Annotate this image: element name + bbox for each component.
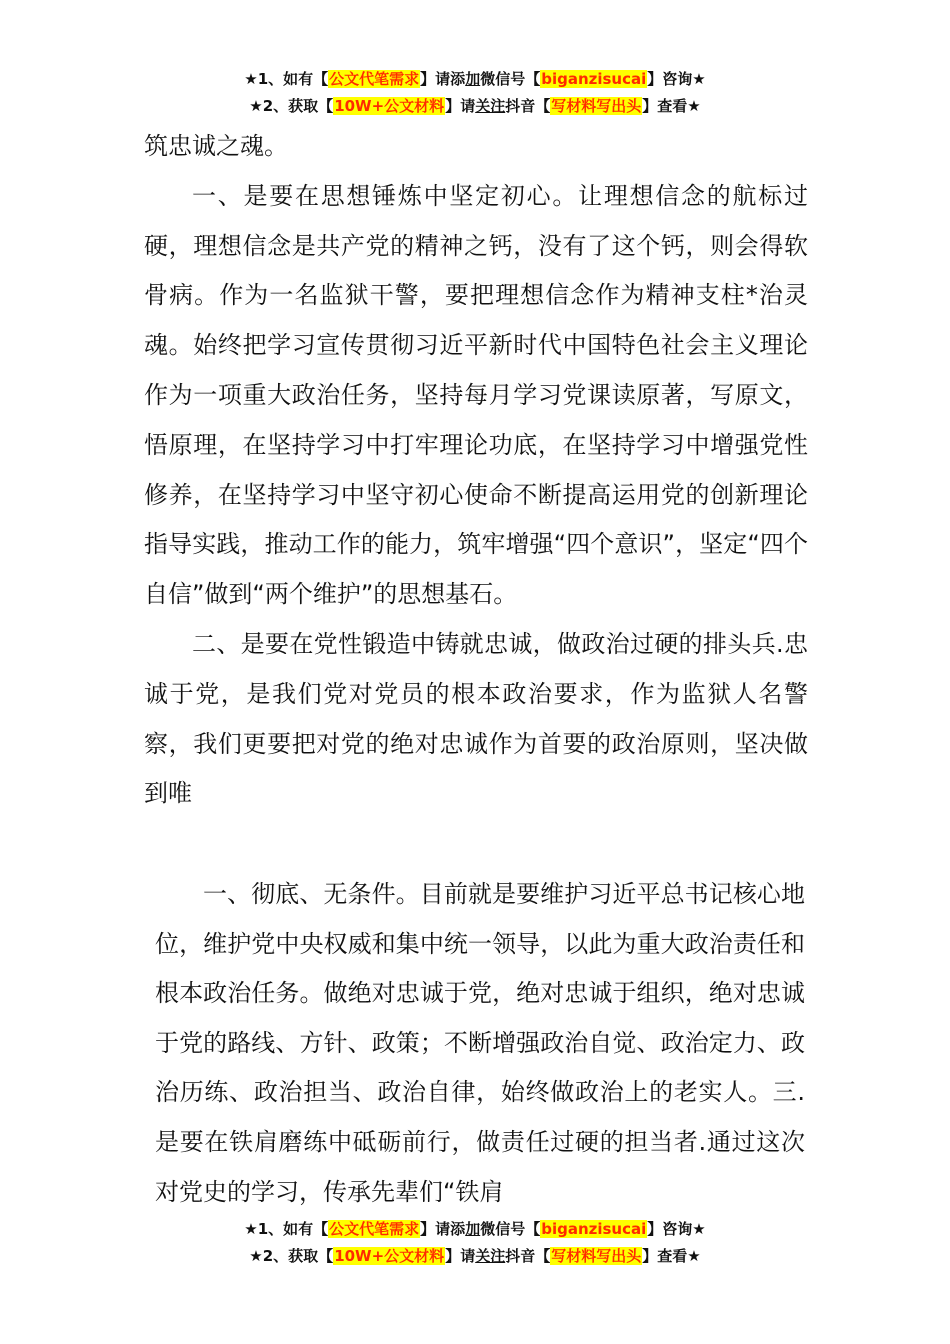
banner-line-2: ★2、获取【10W+公文材料】请关注抖音【写材料写出头】查看★ [249,97,701,115]
footer-banner [0,1216,950,1270]
document-body [144,122,808,819]
paragraph-3: 一、彻底、无条件。目前就是要维护习近平总书记核心地位，维护党中央权威和集中统一领导，以此为重大政治责任和根本政治任务。做绝对忠诚于党，绝对忠诚于组织，绝对忠诚于党的路线、方针、政策；不断增强政治自觉、政治定力、政治历练、政治担当、政治自律，始终做政治上的老实人。三.是要在铁肩磨练中砥砺前行，做责任过硬的担当者.通过这次对党史的学习，传承先辈们“铁肩 [155,880,805,1206]
banner-line-2: ★2、获取【10W+公文材料】请关注抖音【写材料写出头】查看★ [249,1247,701,1265]
paragraph-0: 筑忠诚之魂。 [144,132,288,160]
highlight-douyin: 写材料写出头 [551,1247,642,1265]
paragraph-1: 一、是要在思想锤炼中坚定初心。让理想信念的航标过硬，理想信念是共产党的精神之钙，没有了这个钙，则会得软骨病。作为一名监狱干警，要把理想信念作为精神支柱*治灵魂。始终把学习宣传贯彻习近平新时代中国特色社会主义理论作为一项重大政治任务，坚持每月学习党课读原著，写原文，悟原理，在坚持学习中打牢理论功底，在坚持学习中增强党性修养，在坚持学习中坚守初心使命不断提高运用党的创新理论指导实践，推动工作的能力，筑牢增强“四个意识”，坚定“四个自信”做到“两个维护”的思想基石。 [144,181,808,609]
header-banner [0,66,950,120]
highlight-wechat-id: biganzisucai [541,70,647,88]
highlight-service: 公文代笔需求 [329,70,420,88]
highlight-douyin: 写材料写出头 [551,97,642,115]
banner-line-1: ★1、如有【公文代笔需求】请添加微信号【biganzisucai】咨询★ [244,70,706,88]
highlight-wechat-id: biganzisucai [541,1220,647,1238]
paragraph-2: 二、是要在党性锻造中铸就忠诚，做政治过硬的排头兵.忠诚于党，是我们党对党员的根本政治要求，作为监狱人名警察，我们更要把对党的绝对忠诚作为首要的政治原则，坚决做到唯 [144,629,808,808]
highlight-service: 公文代笔需求 [329,1220,420,1238]
document-list-block [155,870,805,1217]
banner-line-1: ★1、如有【公文代笔需求】请添加微信号【biganzisucai】咨询★ [244,1220,706,1238]
highlight-materials: 10W+公文材料 [334,97,445,115]
highlight-materials: 10W+公文材料 [334,1247,445,1265]
